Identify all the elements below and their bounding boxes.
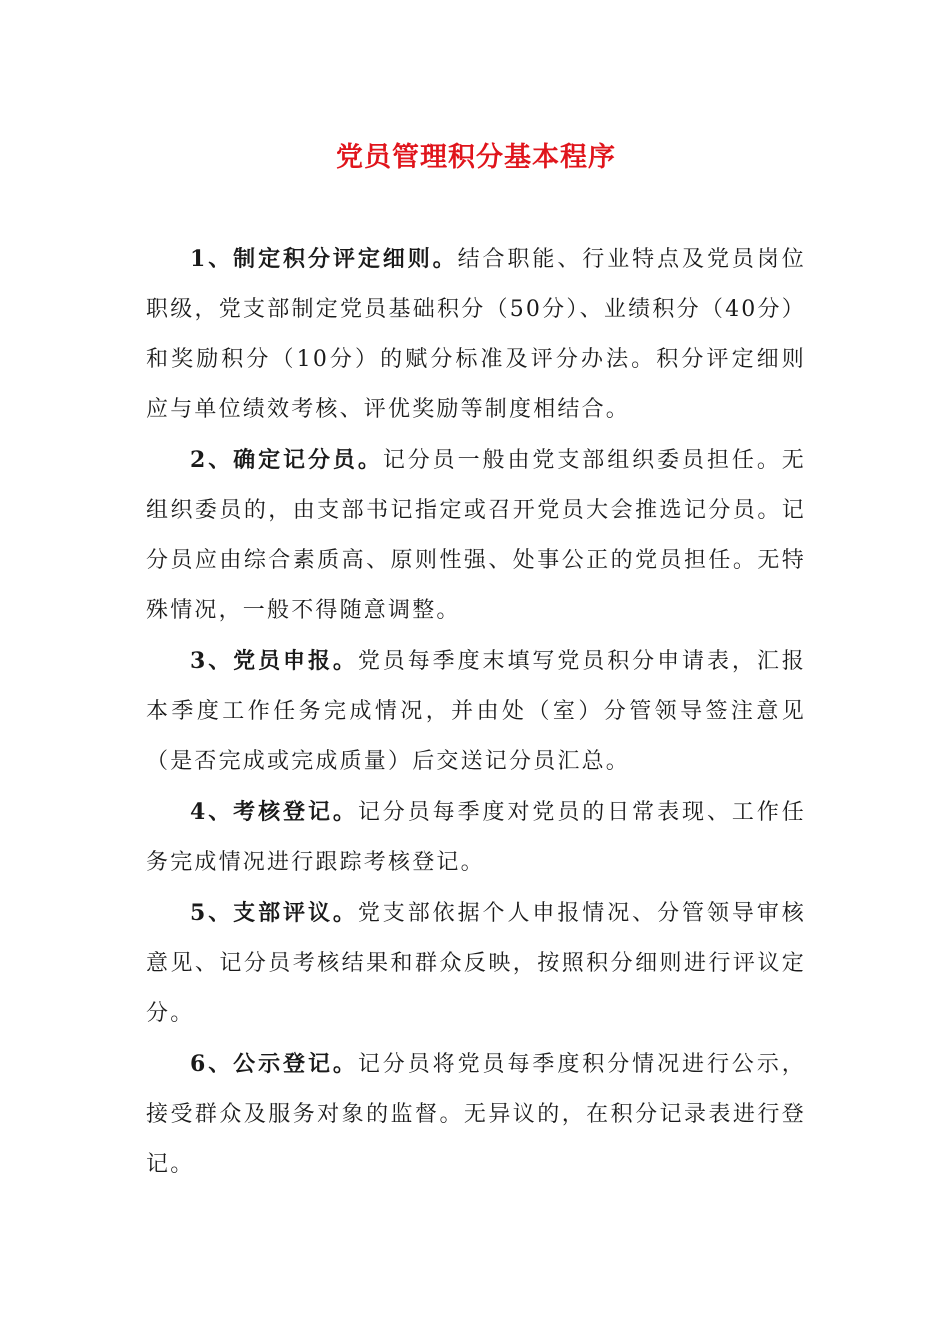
step-2-heading: 2、确定记分员。: [190, 447, 383, 473]
document-body: [146, 234, 806, 1190]
document-title: 党员管理积分基本程序: [336, 142, 616, 173]
paragraph-step-6: [146, 1039, 806, 1190]
step-6-text: 记分员将党员每季度积分情况进行公示，接受群众及服务对象的监督。无异议的，在积分记录表进行登记。: [146, 1052, 806, 1177]
paragraph-step-1: [146, 234, 806, 435]
step-4-heading: 4、考核登记。: [190, 799, 358, 825]
paragraph-step-3: [146, 636, 806, 787]
step-2-text: 记分员一般由党支部组织委员担任。无组织委员的，由支部书记指定或召开党员大会推选记分员。记分员应由综合素质高、原则性强、处事公正的党员担任。无特殊情况，一般不得随意调整。: [146, 448, 806, 623]
step-1-text: 结合职能、行业特点及党员岗位职级，党支部制定党员基础积分（50分）、业绩积分（40分）和奖励积分（10分）的赋分标准及评分办法。积分评定细则应与单位绩效考核、评优奖励等制度相结合。: [146, 247, 806, 422]
step-5-heading: 5、支部评议。: [190, 900, 358, 926]
paragraph-step-5: [146, 888, 806, 1039]
paragraph-step-2: [146, 435, 806, 636]
step-3-heading: 3、党员申报。: [190, 648, 358, 674]
step-4-text: 记分员每季度对党员的日常表现、工作任务完成情况进行跟踪考核登记。: [146, 800, 806, 875]
step-3-text: 党员每季度末填写党员积分申请表，汇报本季度工作任务完成情况，并由处（室）分管领导签注意见（是否完成或完成质量）后交送记分员汇总。: [146, 649, 806, 774]
paragraph-step-4: [146, 787, 806, 888]
step-1-heading: 1、制定积分评定细则。: [190, 246, 458, 272]
step-5-text: 党支部依据个人申报情况、分管领导审核意见、记分员考核结果和群众反映，按照积分细则进行评议定分。: [146, 901, 806, 1026]
step-6-heading: 6、公示登记。: [190, 1051, 358, 1077]
